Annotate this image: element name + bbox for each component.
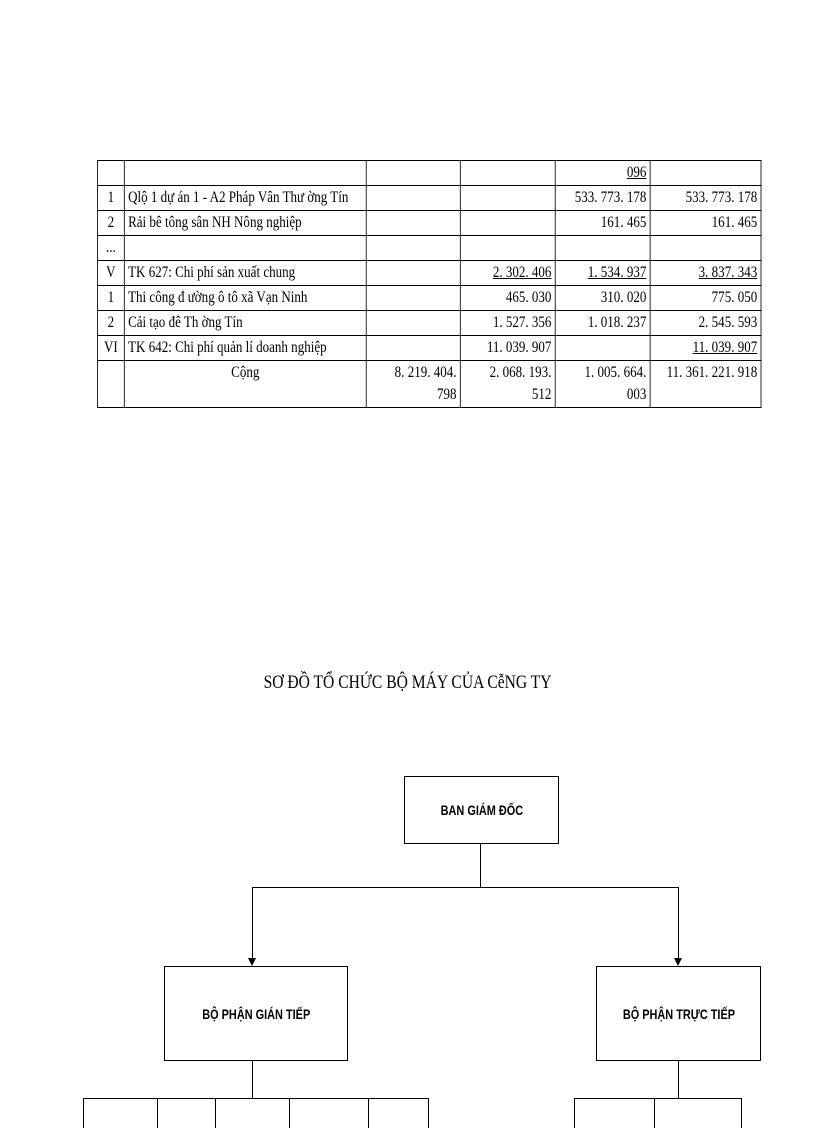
arrow-right-down-icon [674, 958, 682, 966]
cell-name-text: Thi công đ ường ô tô xã Vạn Ninh [128, 289, 308, 306]
cell-no-text: VI [103, 339, 118, 356]
cell-c3-text: 096 [626, 164, 647, 181]
cell-name [124, 161, 366, 186]
cell-c2 [460, 311, 555, 336]
connector-horizontal [252, 887, 679, 888]
right-sub-box-edge-1 [574, 1098, 575, 1128]
total-c3-line-b: 003 [626, 386, 647, 403]
total-c1-line-b: 798 [436, 386, 457, 403]
cost-table [97, 160, 761, 408]
cell-no-text: 1 [107, 189, 115, 206]
cell-name [124, 186, 366, 211]
connector-left-vertical [252, 887, 253, 959]
cell-name [124, 211, 366, 236]
cell-c2-text: 1. 527. 356 [492, 314, 552, 331]
cell-name-text: TK 642: Chi phí quản lí doanh nghiệp [128, 339, 327, 356]
cell-name-text: TK 627: Chi phí sản xuất chung [128, 264, 296, 281]
cell-c1 [366, 161, 460, 186]
connector-right-sub-horizontal [574, 1098, 742, 1099]
cell-name-text: Qlộ 1 dự án 1 - A2 Pháp Vân Thư ờng Tín [128, 189, 349, 206]
table-row [97, 186, 761, 211]
cell-c4 [650, 286, 761, 311]
cell-no-text: 1 [107, 289, 115, 306]
cell-c1 [366, 286, 460, 311]
cell-c2 [460, 286, 555, 311]
cell-name-text: Cải tạo đê Th ờng Tín [128, 314, 243, 331]
total-c2-line-a: 2. 068. 193. [489, 364, 552, 381]
total-c1 [366, 361, 460, 408]
cell-c2 [460, 186, 555, 211]
total-c1-line-a: 8. 219. 404. [394, 364, 457, 381]
cell-c4-text: 775. 050 [711, 289, 758, 306]
cell-name [124, 336, 366, 361]
left-sub-box-edge-5 [368, 1098, 369, 1128]
connector-left-sub-horizontal [83, 1098, 429, 1099]
cell-c3-text: 310. 020 [600, 289, 647, 306]
cell-name-text: Rải bê tông sân NH Nông nghiệp [128, 214, 302, 231]
cell-no [97, 311, 124, 336]
cell-c1 [366, 336, 460, 361]
right-sub-box-edge-3 [741, 1098, 742, 1128]
table-body [97, 161, 761, 408]
cell-c4 [650, 161, 761, 186]
cell-c2-text: 465. 030 [505, 289, 552, 306]
total-label [124, 361, 366, 408]
cell-c2-text: 2. 302. 406 [492, 264, 552, 281]
cell-c1 [366, 211, 460, 236]
cell-c1 [366, 261, 460, 286]
left-sub-box-edge-2 [157, 1098, 158, 1128]
cell-c4-text: 3. 837. 343 [698, 264, 758, 281]
table-row [97, 236, 761, 261]
cell-c3-text: 161. 465 [600, 214, 647, 231]
cell-no [97, 211, 124, 236]
total-no-cell [97, 361, 124, 408]
total-c2-line-b: 512 [531, 386, 552, 403]
table-row [97, 211, 761, 236]
cell-c2 [460, 236, 555, 261]
cell-c3 [555, 186, 650, 211]
cell-c4 [650, 186, 761, 211]
table-row [97, 286, 761, 311]
cell-c3 [555, 311, 650, 336]
table-row [97, 311, 761, 336]
connector-right-sub [678, 1060, 679, 1098]
left-sub-box-edge-6 [428, 1098, 429, 1128]
cell-name [124, 311, 366, 336]
right-sub-box-edge-2 [654, 1098, 655, 1128]
cell-name [124, 261, 366, 286]
connector-left-sub [252, 1060, 253, 1098]
cell-c4-text: 2. 545. 593 [698, 314, 758, 331]
cell-c3 [555, 236, 650, 261]
left-sub-box-edge-3 [215, 1098, 216, 1128]
cell-c1 [366, 186, 460, 211]
cell-no-text: ... [105, 239, 116, 256]
cell-c4 [650, 261, 761, 286]
cell-no-text: 2 [107, 314, 115, 331]
total-label-text: Cộng [231, 364, 260, 381]
cell-c3 [555, 286, 650, 311]
total-c3 [555, 361, 650, 408]
cell-no-text: V [106, 264, 116, 281]
cell-no [97, 336, 124, 361]
cell-no [97, 286, 124, 311]
right-box-direct-dept: BỘ PHẬN TRỰC TIẾP [596, 966, 761, 1061]
connector-right-vertical [678, 887, 679, 959]
connector-top-vertical [480, 843, 481, 888]
total-c4-text: 11. 361. 221. 918 [666, 364, 758, 381]
table-total-row [97, 361, 761, 408]
cell-c3 [555, 336, 650, 361]
cell-no [97, 161, 124, 186]
cell-no [97, 261, 124, 286]
table-row [97, 336, 761, 361]
cell-no [97, 186, 124, 211]
cell-c4 [650, 211, 761, 236]
cell-c4 [650, 311, 761, 336]
org-chart-title: SƠ ĐỒ TỔ CHỨC BỘ MÁY CỦA CễNG TY [264, 672, 552, 693]
cell-c3-text: 533. 773. 178 [574, 189, 647, 206]
arrow-left-down-icon [248, 958, 256, 966]
cell-c4-text: 533. 773. 178 [685, 189, 758, 206]
total-c3-line-a: 1. 005. 664. [584, 364, 647, 381]
cell-c4-text: 11. 039. 907 [692, 339, 758, 356]
cell-c4-text: 161. 465 [711, 214, 758, 231]
left-sub-box-edge-1 [83, 1098, 84, 1128]
cell-no [97, 236, 124, 261]
cell-c3-text: 1. 018. 237 [587, 314, 647, 331]
left-box-indirect-dept: BỘ PHẬN GIÁN TIẾP [164, 966, 348, 1061]
total-c2 [460, 361, 555, 408]
cell-c1 [366, 311, 460, 336]
cell-c2 [460, 211, 555, 236]
cell-c3 [555, 261, 650, 286]
table-row [97, 161, 761, 186]
cell-c3 [555, 161, 650, 186]
cell-name [124, 286, 366, 311]
cell-c2 [460, 336, 555, 361]
cell-name [124, 236, 366, 261]
left-sub-box-edge-4 [289, 1098, 290, 1128]
total-c4 [650, 361, 761, 408]
cell-no-text: 2 [107, 214, 115, 231]
top-box-board-of-directors: BAN GIÁM ĐỐC [404, 776, 559, 844]
cell-c1 [366, 236, 460, 261]
cell-c2 [460, 161, 555, 186]
cell-c4 [650, 236, 761, 261]
cell-c4 [650, 336, 761, 361]
cell-c2 [460, 261, 555, 286]
cell-c3 [555, 211, 650, 236]
cell-c2-text: 11. 039. 907 [486, 339, 552, 356]
table-row [97, 261, 761, 286]
cell-c3-text: 1. 534. 937 [587, 264, 647, 281]
